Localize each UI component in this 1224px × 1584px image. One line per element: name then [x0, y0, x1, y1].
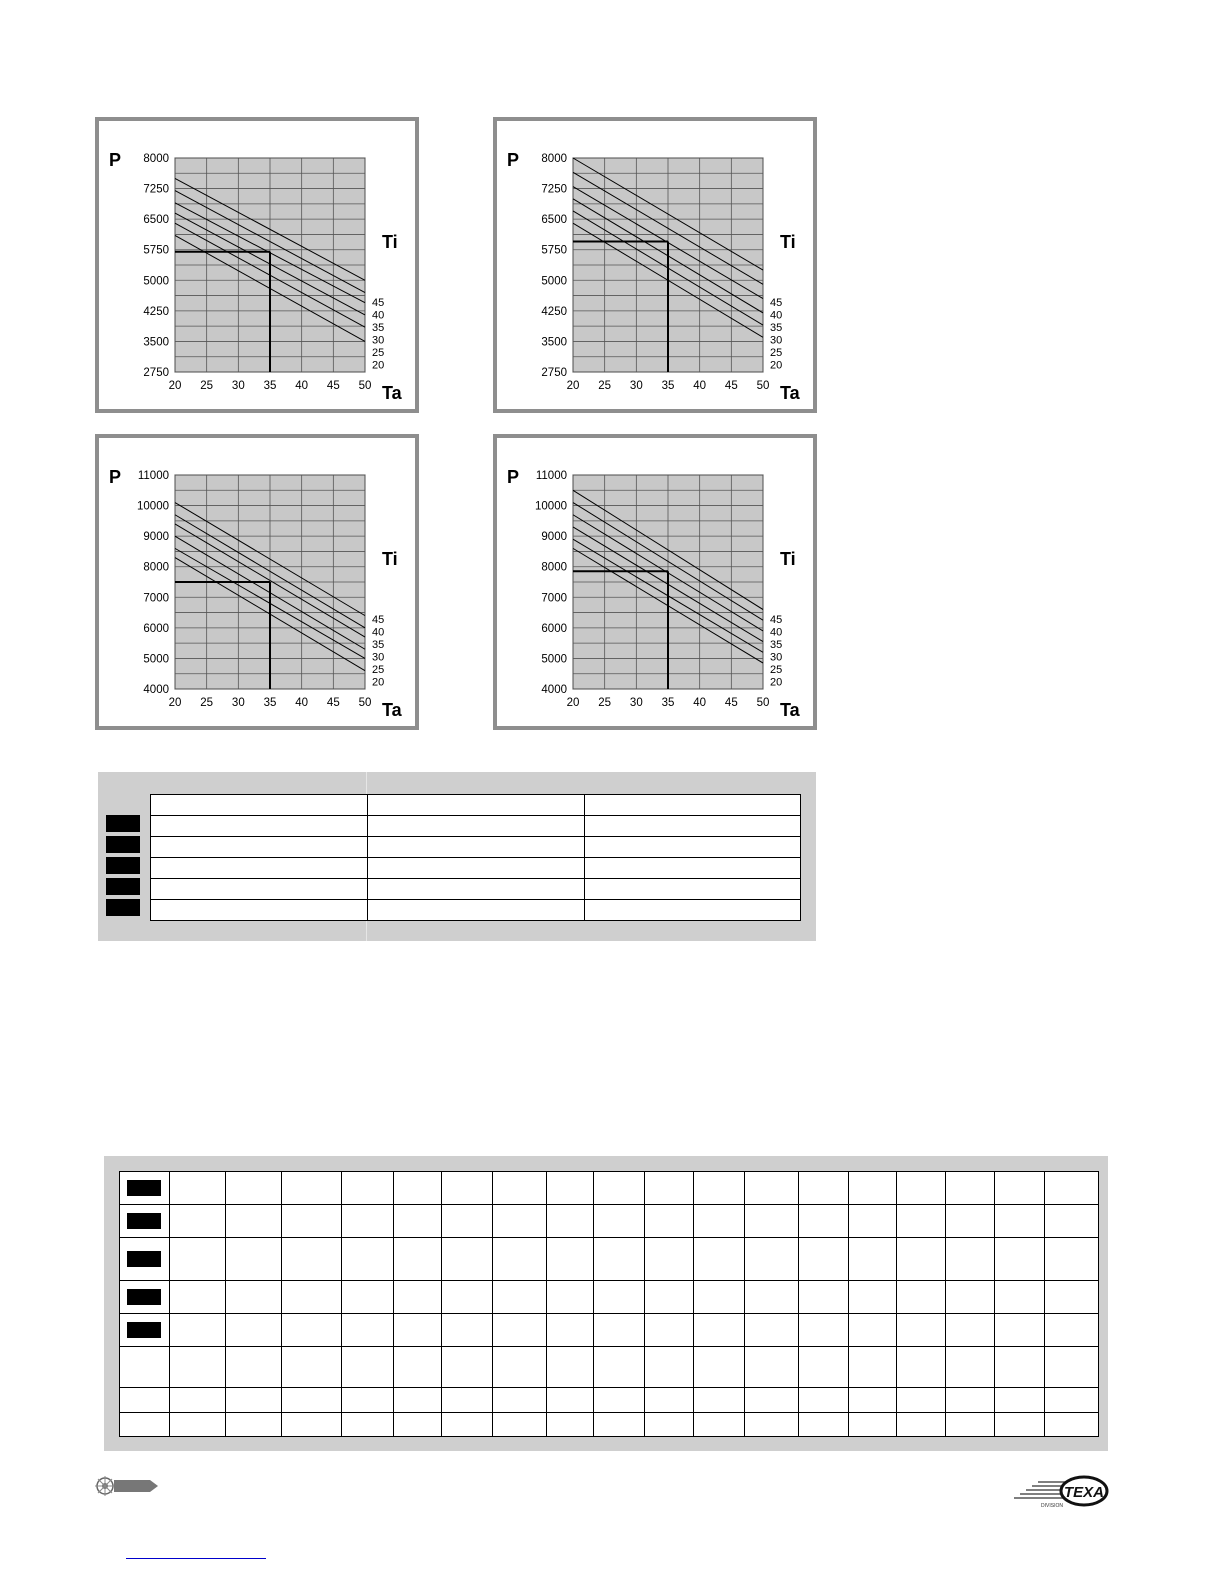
series-label: 45 — [770, 614, 783, 626]
table-row — [120, 1237, 1099, 1280]
y-tick-label: 6500 — [143, 214, 169, 227]
table-cell — [546, 1281, 593, 1314]
table-row — [151, 795, 801, 816]
logo-brand: TEXA — [1063, 1484, 1105, 1501]
table-cell — [645, 1281, 694, 1314]
table-cell — [1044, 1412, 1098, 1436]
table-cell — [394, 1204, 442, 1237]
table-cell — [848, 1412, 896, 1436]
y-tick-label: 9000 — [143, 531, 169, 544]
chart-panel-1 — [95, 117, 419, 413]
series-label: 30 — [372, 651, 385, 664]
table-cell — [848, 1237, 896, 1280]
table-cell — [442, 1314, 492, 1347]
x-tick-label: 50 — [756, 697, 770, 709]
row-tag — [106, 815, 140, 832]
series-label: 20 — [372, 676, 385, 689]
row-tag — [106, 899, 140, 916]
table-cell — [645, 1412, 694, 1436]
table-cell — [546, 1237, 593, 1280]
table-cell — [694, 1314, 744, 1347]
chart-1-svg — [99, 121, 415, 409]
table-cell — [946, 1314, 995, 1347]
table-cell — [394, 1281, 442, 1314]
series-label: 45 — [372, 614, 385, 626]
y-tick-label: 3500 — [541, 336, 567, 349]
table-cell — [946, 1412, 995, 1436]
y-tick-label: 11000 — [535, 470, 567, 482]
row-tag — [106, 836, 140, 853]
table-cell — [225, 1412, 281, 1436]
y-tick-label: 7250 — [541, 183, 567, 196]
series-label: 30 — [770, 651, 783, 664]
table-cell — [593, 1388, 644, 1412]
x-tick-label: 25 — [200, 380, 214, 392]
table-cell — [341, 1412, 393, 1436]
legend-title: Ti — [780, 549, 796, 569]
table-cell — [897, 1172, 946, 1205]
table-cell — [492, 1281, 546, 1314]
table-cell — [645, 1204, 694, 1237]
texa-logo-icon — [1012, 1472, 1110, 1510]
y-tick-label: 4000 — [541, 684, 567, 696]
table-cell — [442, 1388, 492, 1412]
legend-title: Ti — [382, 232, 398, 252]
y-tick-label: 2750 — [143, 367, 169, 379]
table-cell — [995, 1172, 1044, 1205]
table-cell — [995, 1314, 1044, 1347]
table-cell — [694, 1412, 744, 1436]
table-row — [120, 1281, 1099, 1314]
table-cell — [442, 1346, 492, 1387]
table-cell — [946, 1388, 995, 1412]
table-cell — [593, 1314, 644, 1347]
table-row — [151, 858, 801, 879]
model-table-panel — [104, 1156, 1108, 1451]
table-cell — [341, 1388, 393, 1412]
y-tick-label: 8000 — [143, 561, 169, 574]
logo-division: DIVISION — [1041, 1503, 1063, 1509]
table-cell — [169, 1204, 225, 1237]
table-cell — [946, 1237, 995, 1280]
table-row — [120, 1172, 1099, 1205]
table-row — [120, 1388, 1099, 1412]
y-tick-label: 4000 — [143, 684, 169, 696]
table-cell — [744, 1388, 798, 1412]
x-tick-label: 35 — [661, 380, 675, 392]
table-cell — [848, 1281, 896, 1314]
x-tick-label: 20 — [168, 380, 182, 392]
x-axis-label: Ta — [780, 700, 800, 720]
y-tick-label: 5000 — [541, 275, 567, 288]
x-tick-label: 40 — [295, 380, 309, 392]
table-cell — [394, 1412, 442, 1436]
table-cell — [442, 1172, 492, 1205]
x-tick-label: 45 — [724, 697, 738, 709]
table-cell — [442, 1412, 492, 1436]
row-tag — [127, 1251, 161, 1267]
table-cell — [281, 1314, 341, 1347]
table-cell — [744, 1346, 798, 1387]
texa-logo — [1012, 1472, 1110, 1510]
table-cell — [744, 1237, 798, 1280]
table-cell — [281, 1281, 341, 1314]
table-row — [151, 816, 801, 837]
x-tick-label: 45 — [724, 380, 738, 392]
table-cell — [694, 1204, 744, 1237]
table-cell — [225, 1346, 281, 1387]
x-tick-label: 35 — [263, 697, 277, 709]
table-cell — [1044, 1172, 1098, 1205]
row-tag — [127, 1289, 161, 1305]
table-cell — [546, 1412, 593, 1436]
table-cell — [1044, 1388, 1098, 1412]
x-tick-label: 45 — [326, 380, 340, 392]
table-cell — [1044, 1346, 1098, 1387]
table-cell — [394, 1388, 442, 1412]
table-cell — [394, 1346, 442, 1387]
table-cell — [744, 1281, 798, 1314]
chart-panel-2 — [493, 117, 817, 413]
series-label: 35 — [372, 322, 385, 334]
y-tick-label: 8000 — [541, 561, 567, 574]
table-cell — [169, 1281, 225, 1314]
table-cell — [593, 1412, 644, 1436]
table-cell — [694, 1388, 744, 1412]
y-tick-label: 5000 — [143, 653, 169, 666]
table-cell — [281, 1204, 341, 1237]
table-cell — [394, 1172, 442, 1205]
y-tick-label: 9000 — [541, 531, 567, 544]
table-cell — [492, 1412, 546, 1436]
table-cell — [995, 1237, 1044, 1280]
table-cell — [492, 1388, 546, 1412]
gear-arrow-icon — [94, 1474, 160, 1498]
table-cell — [492, 1314, 546, 1347]
table-row — [120, 1314, 1099, 1347]
table-cell — [946, 1204, 995, 1237]
series-label: 35 — [372, 639, 385, 651]
series-label: 45 — [770, 297, 783, 309]
series-label: 20 — [770, 676, 783, 689]
series-label: 25 — [372, 347, 385, 359]
table-cell — [593, 1172, 644, 1205]
table-cell — [394, 1237, 442, 1280]
y-tick-label: 6000 — [541, 622, 567, 635]
table-cell — [798, 1346, 848, 1387]
table-cell — [946, 1281, 995, 1314]
series-label: 40 — [372, 626, 385, 639]
x-tick-label: 30 — [629, 380, 643, 392]
row-tag — [127, 1180, 161, 1196]
y-tick-label: 7000 — [143, 592, 169, 605]
table-cell — [546, 1314, 593, 1347]
table-cell — [744, 1412, 798, 1436]
table-cell — [492, 1204, 546, 1237]
series-label: 40 — [770, 626, 783, 639]
table-cell — [744, 1204, 798, 1237]
x-tick-label: 45 — [326, 697, 340, 709]
row-tag — [127, 1322, 161, 1338]
y-tick-label: 5000 — [143, 275, 169, 288]
table-cell — [169, 1237, 225, 1280]
table-cell — [120, 1281, 170, 1314]
y-tick-label: 5750 — [541, 244, 567, 257]
table-cell — [995, 1388, 1044, 1412]
row-tag — [106, 878, 140, 895]
y-tick-label: 10000 — [535, 500, 567, 513]
table-cell — [120, 1314, 170, 1347]
table-cell — [120, 1412, 170, 1436]
table-cell — [169, 1172, 225, 1205]
table-cell — [225, 1388, 281, 1412]
chart-3-svg — [99, 438, 415, 726]
y-tick-label: 10000 — [137, 500, 169, 513]
x-tick-label: 35 — [263, 380, 277, 392]
y-tick-label: 7250 — [143, 183, 169, 196]
series-label: 20 — [770, 359, 783, 372]
table-cell — [645, 1346, 694, 1387]
table-cell — [946, 1346, 995, 1387]
x-tick-label: 20 — [566, 697, 580, 709]
table-cell — [442, 1281, 492, 1314]
table-cell — [897, 1281, 946, 1314]
y-tick-label: 4250 — [143, 305, 169, 318]
y-axis-label: P — [109, 150, 122, 170]
x-axis-label: Ta — [382, 383, 402, 403]
y-axis-label: P — [507, 467, 520, 487]
x-tick-label: 30 — [231, 380, 245, 392]
x-tick-label: 40 — [693, 697, 707, 709]
table-row — [120, 1412, 1099, 1436]
table-cell — [341, 1204, 393, 1237]
table-cell — [848, 1388, 896, 1412]
table-cell — [341, 1281, 393, 1314]
table-cell — [848, 1204, 896, 1237]
x-axis-label: Ta — [382, 700, 402, 720]
table-cell — [593, 1346, 644, 1387]
x-tick-label: 50 — [756, 380, 770, 392]
row-tag — [106, 857, 140, 874]
table-cell — [593, 1237, 644, 1280]
x-tick-label: 40 — [693, 380, 707, 392]
table-cell — [442, 1237, 492, 1280]
x-tick-label: 20 — [168, 697, 182, 709]
table-cell — [995, 1346, 1044, 1387]
table-cell — [897, 1204, 946, 1237]
y-axis-label: P — [507, 150, 520, 170]
table-cell — [169, 1412, 225, 1436]
series-label: 20 — [372, 359, 385, 372]
table-cell — [169, 1388, 225, 1412]
table-cell — [798, 1412, 848, 1436]
y-tick-label: 6000 — [143, 622, 169, 635]
table-cell — [694, 1346, 744, 1387]
chart-2-svg — [497, 121, 813, 409]
table-cell — [897, 1237, 946, 1280]
table-cell — [798, 1204, 848, 1237]
table-cell — [225, 1172, 281, 1205]
row-tag — [127, 1213, 161, 1229]
y-tick-label: 5000 — [541, 653, 567, 666]
table-cell — [1044, 1204, 1098, 1237]
table-cell — [946, 1172, 995, 1205]
table-row — [120, 1204, 1099, 1237]
table-cell — [897, 1314, 946, 1347]
table-cell — [442, 1204, 492, 1237]
y-tick-label: 2750 — [541, 367, 567, 379]
series-label: 25 — [770, 664, 783, 676]
table-cell — [546, 1204, 593, 1237]
table-cell — [897, 1346, 946, 1387]
table-cell — [341, 1346, 393, 1387]
y-tick-label: 5750 — [143, 244, 169, 257]
y-tick-label: 4250 — [541, 305, 567, 318]
table-cell — [120, 1237, 170, 1280]
table-row — [151, 879, 801, 900]
x-tick-label: 25 — [598, 697, 612, 709]
table-cell — [645, 1237, 694, 1280]
model-table — [119, 1171, 1099, 1437]
table-cell — [1044, 1237, 1098, 1280]
y-tick-label: 3500 — [143, 336, 169, 349]
series-label: 25 — [770, 347, 783, 359]
series-label: 45 — [372, 297, 385, 309]
legend-title: Ti — [780, 232, 796, 252]
table-cell — [694, 1237, 744, 1280]
x-tick-label: 25 — [598, 380, 612, 392]
chart-panel-4 — [493, 434, 817, 730]
table-cell — [798, 1172, 848, 1205]
table-cell — [995, 1281, 1044, 1314]
x-tick-label: 20 — [566, 380, 580, 392]
table-cell — [744, 1172, 798, 1205]
table-cell — [281, 1172, 341, 1205]
table-cell — [394, 1314, 442, 1347]
table-cell — [169, 1314, 225, 1347]
table-cell — [225, 1237, 281, 1280]
x-tick-label: 30 — [231, 697, 245, 709]
table-cell — [225, 1314, 281, 1347]
table-row — [120, 1346, 1099, 1387]
y-tick-label: 7000 — [541, 592, 567, 605]
y-tick-label: 8000 — [143, 153, 169, 165]
specs-table-panel — [98, 772, 816, 941]
series-label: 40 — [770, 309, 783, 322]
table-cell — [1044, 1281, 1098, 1314]
chart-4-svg — [497, 438, 813, 726]
y-tick-label: 11000 — [137, 470, 169, 482]
legend-title: Ti — [382, 549, 398, 569]
x-tick-label: 40 — [295, 697, 309, 709]
table-cell — [120, 1172, 170, 1205]
y-axis-label: P — [109, 467, 122, 487]
row-tag-column — [106, 815, 140, 916]
table-cell — [798, 1281, 848, 1314]
chart-panel-3 — [95, 434, 419, 730]
table-cell — [225, 1281, 281, 1314]
table-cell — [897, 1388, 946, 1412]
table-cell — [593, 1204, 644, 1237]
table-cell — [995, 1204, 1044, 1237]
table-cell — [225, 1204, 281, 1237]
specs-table — [150, 794, 801, 921]
table-cell — [120, 1388, 170, 1412]
table-cell — [341, 1237, 393, 1280]
series-label: 35 — [770, 639, 783, 651]
y-tick-label: 8000 — [541, 153, 567, 165]
table-cell — [798, 1237, 848, 1280]
table-cell — [120, 1204, 170, 1237]
table-cell — [744, 1314, 798, 1347]
series-label: 40 — [372, 309, 385, 322]
table-cell — [798, 1388, 848, 1412]
series-label: 35 — [770, 322, 783, 334]
table-cell — [120, 1346, 170, 1387]
y-tick-label: 6500 — [541, 214, 567, 227]
x-tick-label: 25 — [200, 697, 214, 709]
table-cell — [341, 1172, 393, 1205]
table-cell — [645, 1388, 694, 1412]
series-label: 30 — [770, 334, 783, 347]
table-cell — [546, 1172, 593, 1205]
table-cell — [169, 1346, 225, 1387]
table-cell — [281, 1388, 341, 1412]
table-cell — [492, 1172, 546, 1205]
table-cell — [281, 1346, 341, 1387]
table-cell — [341, 1314, 393, 1347]
table-cell — [848, 1346, 896, 1387]
series-label: 30 — [372, 334, 385, 347]
table-cell — [645, 1314, 694, 1347]
table-row — [151, 837, 801, 858]
footer-link-underline[interactable] — [126, 1558, 266, 1559]
x-tick-label: 35 — [661, 697, 675, 709]
table-cell — [798, 1314, 848, 1347]
table-cell — [694, 1172, 744, 1205]
table-row — [151, 900, 801, 921]
table-cell — [281, 1237, 341, 1280]
table-cell — [281, 1412, 341, 1436]
x-tick-label: 50 — [358, 380, 372, 392]
table-cell — [848, 1314, 896, 1347]
table-cell — [1044, 1314, 1098, 1347]
footer-gear-arrow-icon — [94, 1474, 160, 1498]
table-cell — [897, 1412, 946, 1436]
series-label: 25 — [372, 664, 385, 676]
table-cell — [995, 1412, 1044, 1436]
table-cell — [848, 1172, 896, 1205]
x-tick-label: 50 — [358, 697, 372, 709]
table-cell — [492, 1237, 546, 1280]
table-cell — [492, 1346, 546, 1387]
table-cell — [694, 1281, 744, 1314]
x-axis-label: Ta — [780, 383, 800, 403]
x-tick-label: 30 — [629, 697, 643, 709]
table-cell — [593, 1281, 644, 1314]
table-cell — [546, 1346, 593, 1387]
table-cell — [645, 1172, 694, 1205]
table-cell — [546, 1388, 593, 1412]
